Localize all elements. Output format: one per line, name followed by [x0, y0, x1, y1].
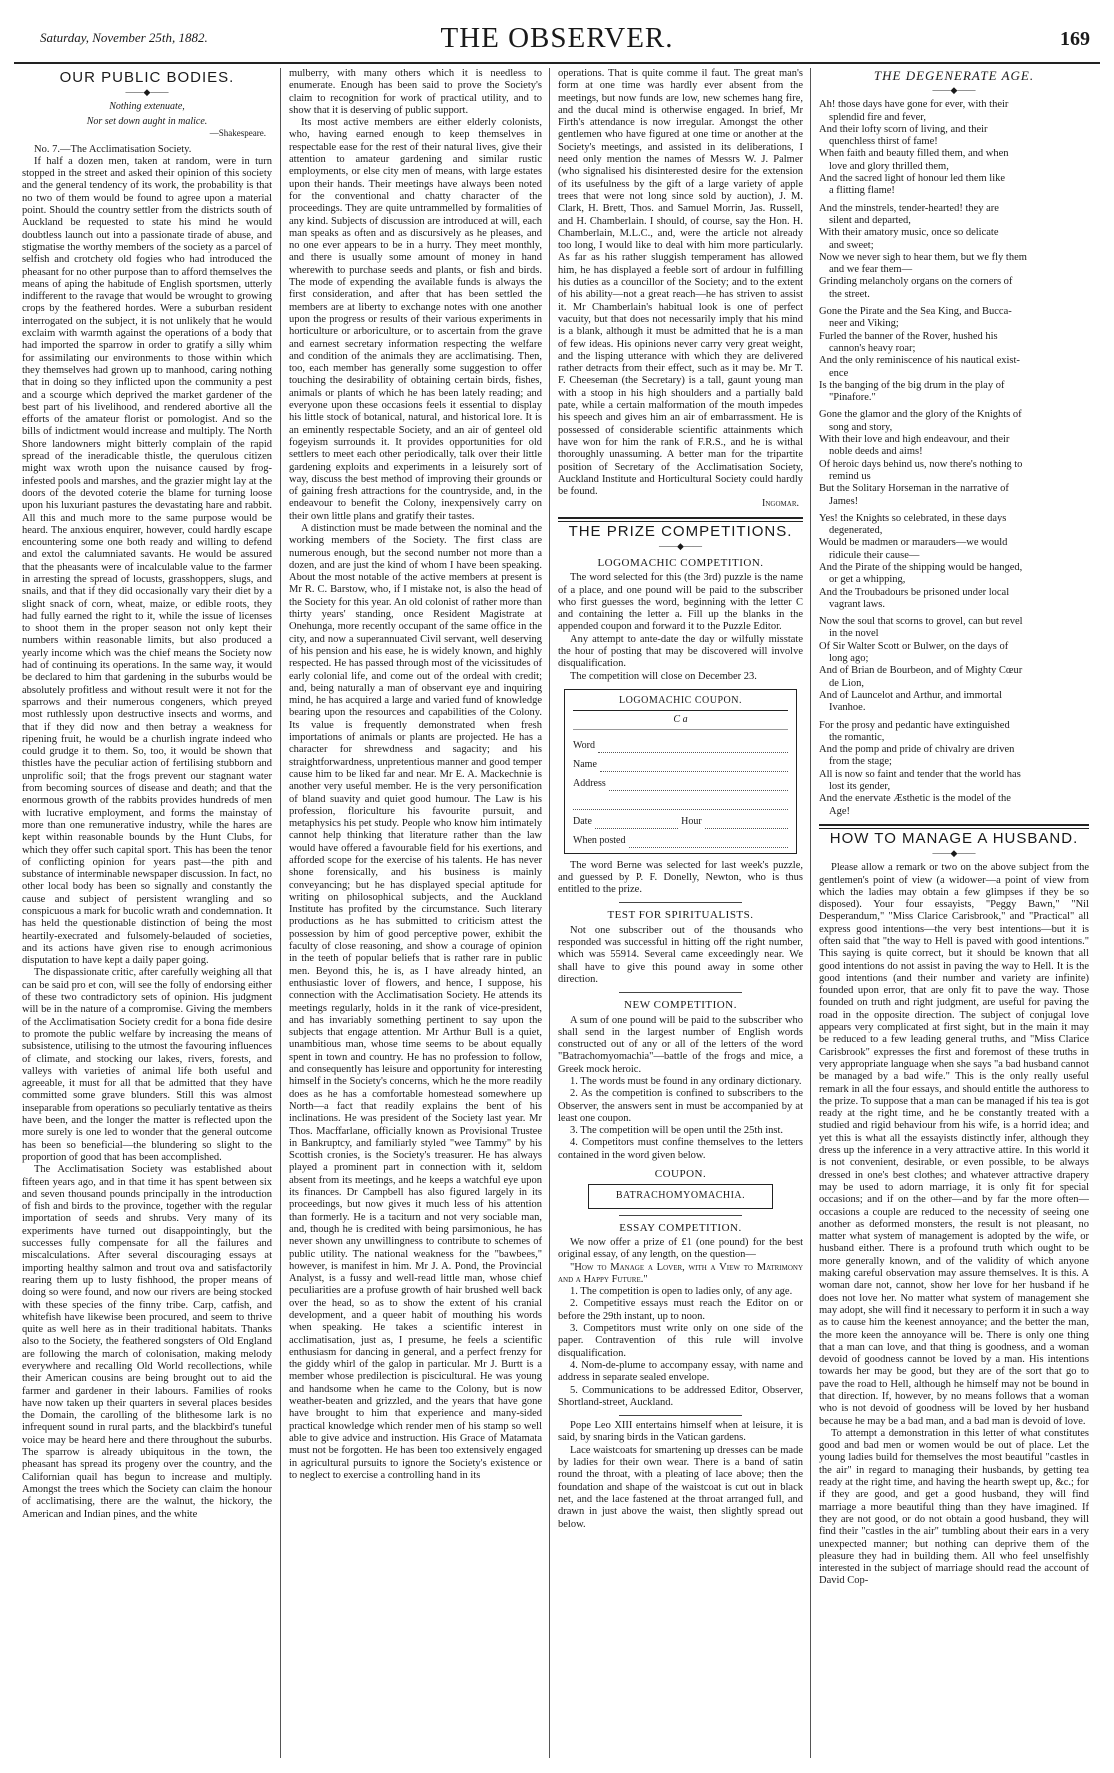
article-signoff: Ingomar.: [762, 498, 799, 510]
column-divider: [810, 68, 811, 1758]
coupon-title: LOGOMACHIC COUPON.: [573, 695, 788, 711]
poem-line: vagrant laws.: [829, 598, 885, 610]
logomachic-coupon: [564, 689, 797, 854]
competition-rule: 2. As the competition is confined to subscribers to the Observer, the answers sent in must be accompanied by at least one coupon.: [558, 1088, 803, 1124]
article-paragraph: The Acclimatisation Society was established about fifteen years ago, and in that time it has spent between six and seven thousand pounds principally in the introduction of fish and birds to the province, together with the regular importation of seeds and shrubs. Very many of its experiments have turned out disappointingly, but the successes fully compensate for all the failures and miscalculations. After several discouraging essays at importing healthy salmon and trout ova and satisfactorily rearing them up to lusty fishhood, the proper means of doing so were found, and now our rivers are being stocked with these species of the finny tribe. Carp, catfish, and whitefish have likewise been procured, and seem to thrive quite as well here as in their traditional habitats. Thanks also to the Society, the feathered songsters of Old England are following the march of colonisation, making melody everywhere and recalling Old World recollections, while their American cousins are being brought out to aid the farmer and gardener in their labours. Families of rooks have now taken up their quarters in several places besides the Domain, the carolling of the blithesome lark is no infrequent sound in rural parts, and the blackbird's tuneful voice may be heard here and there throughout the suburbs. The sparrow is already ubiquitous in the town, the pheasant has spread its progeny over the country, and the Californian quail has begun to increase and multiply. Amongst the trees which the Society can claim the honour of acclimatising, there are the walnut, the hickory, the American and Indian pines, and the white: [22, 1164, 272, 1520]
poem-line: And the Pirate of the shipping would be hanged,: [819, 561, 1023, 573]
poem-stanza: [819, 720, 1089, 818]
essay-question: "How to Manage a Lover, with a View to Matrimony and a Happy Future.": [558, 1261, 803, 1285]
poem-line: cannon's heavy roar;: [829, 342, 916, 354]
poem-degenerate-age: [819, 99, 1089, 818]
column-1: [22, 68, 272, 1758]
poem-line: But the Solitary Horseman in the narrative of: [819, 483, 1009, 495]
poem-stanza: [819, 616, 1089, 714]
poem-heading: THE DEGENERATE AGE.: [873, 68, 1035, 83]
article-paragraph: If half a dozen men, taken at random, were in turn stopped in the street and asked their opinion of this society and the general tendency of its work, the probability is that no two of them would be found to agree upon a material point. Should the country settler from the districts south of Auckland be requested to state his mind he would doubtless launch out into a passionate tirade of abuse, and stigmatise the worthy members of the society as a parcel of selfish and crotchety old fogies who had introduced the pheasant for no other purpose than to afford themselves the means of aping the habitude of English sportsmen, utterly indifferent to the ravage that would be wrought to growing crops by the feathered hordes. Were a suburban resident interrogated on the subject, it is not unlikely that he would exclaim with warmth against the operations of a body that had imported the sparrow in order to gratify a silly whim for assimilating our environments to those within which they themselves had grown up to manhood, caring nothing that in doing so they inflicted upon the community a pest and a scourge which deprived the market gardener of the best part of his livelihood, and rendered abortive all the efforts of the amateur florist or pomologist. And so the bills of indictment would increase and multiply. The North Shore landowners might bitterly complain of the rapid spread of the ineradicable thistle, the querulous citizen might wax wroth upon the nuisance caused by frog-infested pools and marshes, and the grazier might lay at the doors of the devoted coterie the blame for turning loose upon his luxuriant pastures the devastating hare and rabbit. All this and much more to the same purpose would be heard. The anxious enquirer, however, could hardly escape encountering some one both ready and willing to defend and extol the calumniated savants. He would be assured that the pheasants were of incalculable value to the farmer in arresting the spread of locusts, grasshoppers, slugs, and snails, and that if they did occasionally vary their diet by a slight snack of corn, wheat, maize, or edible roots, they had fully earned the right to it, while the issue of licenses to shoot them in the proper season not only kept their numbers within reasonable limits, but also produced a yearly income which was the chief means the Society now had of continuing its operations. In the same way, it would be declared to him that gardening in the suburbs would be absolutely profitless and without result were it not for the sparrows and their numerous congeners, which preyed most ruthlessly upon destructive insects and worms, and that if they did now and then betray a weakness for ripening fruit, he would be a churlish ingrate indeed who could grudge it to them. So, too, it would be shown that thistles have the peculiar action of fertilising stubborn and unprolific soil; that the frogs prevent our stagnant water from becoming sources of disease and death; and that the enormous growth of the rabbits provides hundreds of men with lucrative employment, and forms the mainstay of more than one remunerative industry, while the hares are kept within reasonable bounds by the Hunt Clubs, for which they offer such capital sport. This has been the tenor of conflicting opinion for years past—the pith and substance of interminable newspaper discussion. In fact, no other local body has been so signally and constantly the cause and subject of persistent wrangling and so conspicuous a mark for bucolic wrath and condemnation. It has held the questionable distinction of being the most heartily-execrated and fulsomely-belauded of societies, and its actions have given rise to enough acrimonious disputation to have kept a daily paper going.: [22, 155, 272, 967]
competition-rule: 1. The words must be found in any ordinary dictionary.: [570, 1076, 802, 1087]
poem-line: And of Launcelot and Arthur, and immortal: [819, 689, 1002, 701]
poem-line: song and story,: [829, 421, 893, 433]
masthead: [14, 22, 1100, 64]
poem-line: or get a whipping,: [829, 574, 906, 586]
poem-line: "Pinafore.": [829, 392, 876, 404]
spiritualists-heading: TEST FOR SPIRITUALISTS.: [607, 909, 754, 922]
poem-line: And the pomp and pride of chivalry are driven: [819, 744, 1015, 756]
competition-paragraph: Any attempt to ante-date the day or wilfully misstate the hour of posting that may be discovered will involve disqualification.: [558, 633, 803, 670]
column-4: [819, 68, 1089, 1758]
poem-line: remind us: [829, 470, 871, 482]
new-competition-heading: NEW COMPETITION.: [624, 999, 737, 1012]
section-rule: [619, 1215, 742, 1216]
news-note: Lace waistcoats for smartening up dresses can be made by ladies for their own wear. There is a band of satin round the throat, with a pleating of lace above; then the foundation and shape of the waistcoat is cut out in black net, and the lace fastened at the throat arranged full, and drawn in just above the waist, then slightly spread out below.: [558, 1444, 803, 1530]
poem-line: Of heroic days behind us, now there's nothing to: [819, 458, 1023, 470]
competition-paragraph: The word selected for this (the 3rd) puzzle is the name of a place, and one pound will be paid to the subscriber who first guesses the word, beginning with the letter C and containing the letter a. Fill up the blanks in the appended coupon and forward it to the Puzzle Editor.: [558, 572, 803, 633]
poem-line: the romantic,: [829, 731, 885, 743]
coupon-field-label: When posted: [573, 835, 626, 847]
coupon-field-address: [573, 772, 788, 791]
batrachomyomachia-coupon: BATRACHOMYOMACHIA.: [588, 1184, 773, 1208]
poem-line: Age!: [829, 805, 850, 817]
coupon-label: COUPON.: [654, 1168, 707, 1181]
poem-stanza: [819, 99, 1089, 197]
poem-line: Now we never sigh to hear them, but we fly them: [819, 251, 1027, 263]
poem-line: Ivanhoe.: [829, 702, 866, 714]
poem-line: And the sacred light of honour led them like: [819, 173, 1006, 185]
ornament-divider: ——◆——: [125, 87, 169, 98]
poem-line: long ago;: [829, 653, 869, 665]
section-rule: [819, 824, 1089, 829]
poem-line: Gone the Pirate and the Sea King, and Bucca-: [819, 306, 1012, 318]
poem-line: a flitting flame!: [829, 185, 895, 197]
competition-rule: 4. Nom-de-plume to accompany essay, with name and address in separate sealed envelope.: [558, 1359, 803, 1384]
poem-line: noble deeds and aims!: [829, 446, 923, 458]
poem-line: Furled the banner of the Rover, hushed his: [819, 330, 998, 342]
section-heading-prize-competitions: THE PRIZE COMPETITIONS.: [568, 522, 793, 540]
poem-line: and we fear them—: [829, 264, 913, 276]
competition-paragraph: A sum of one pound will be paid to the subscriber who shall send in the largest number of English words constructed out of any or all of the letters of the word "Batrachomyomachia"—battle of the frogs and mice, a Greek mock heroic.: [558, 1014, 803, 1075]
poem-line: the street.: [829, 288, 870, 300]
epigraph-line: Nor set down aught in malice.: [86, 116, 208, 128]
coupon-field-label: Name: [573, 759, 597, 771]
poem-line: Now the soul that scorns to grovel, can but revel: [819, 616, 1023, 628]
section-rule: [619, 902, 742, 903]
poem-line: neer and Viking;: [829, 318, 899, 330]
poem-line: degenerated,: [829, 525, 883, 537]
poem-line: quenchless thirst of fame!: [829, 136, 938, 148]
poem-line: All is now so faint and tender that the world has: [819, 768, 1021, 780]
poem-line: ridicule their cause—: [829, 549, 920, 561]
section-rule: [619, 1415, 742, 1416]
column-2: [289, 68, 542, 1758]
poem-line: And the enervate Æsthetic is the model of the: [819, 793, 1011, 805]
competition-rule: 3. The competition will be open until the 25th inst.: [570, 1125, 783, 1137]
newspaper-title: THE OBSERVER.: [440, 22, 674, 54]
poem-line: in the novel: [829, 628, 879, 640]
poem-line: and sweet;: [829, 239, 874, 251]
coupon-blank: [598, 743, 788, 753]
poem-line: ence: [829, 367, 849, 379]
column-divider: [549, 68, 550, 1758]
poem-line: With their amatory music, once so delicate: [819, 227, 999, 239]
poem-line: James!: [829, 495, 859, 507]
coupon-blank: [600, 762, 788, 772]
poem-line: lost its gender,: [829, 781, 891, 793]
column-3: [558, 68, 803, 1758]
poem-stanza: [819, 409, 1089, 507]
news-note: Pope Leo XIII entertains himself when at leisure, it is said, by snaring birds in the Vatican gardens.: [558, 1420, 803, 1444]
coupon-field-label: Word: [573, 740, 595, 752]
competition-paragraph: Not one subscriber out of the thousands who responded was successful in hitting off the right number, which was 55914. Several came exceedingly near. We shall have to give this pound away in some other direction.: [558, 924, 803, 985]
poem-line: With their love and high endeavour, and their: [819, 434, 1010, 446]
coupon-blank: [573, 800, 788, 810]
poem-line: Yes! the Knights so celebrated, in these days: [819, 512, 1007, 524]
competition-paragraph: The competition will close on December 23.: [570, 670, 757, 682]
coupon-field-label: Date: [573, 816, 592, 828]
competition-rule: 4. Competitors must confine themselves to the letters contained in the word given below.: [558, 1137, 803, 1161]
article-heading-manage-husband: HOW TO MANAGE A HUSBAND.: [829, 829, 1079, 847]
poem-line: from the stage;: [829, 756, 892, 768]
epigraph-author: —Shakespeare.: [209, 128, 266, 139]
coupon-blank: [705, 819, 788, 829]
poem-line: And the only reminiscence of his nautical exist-: [819, 355, 1020, 367]
poem-line: And the minstrels, tender-hearted! they are: [819, 202, 999, 214]
poem-line: And the Troubadours be prisoned under local: [819, 586, 1010, 598]
article-paragraph: operations. That is quite comme il faut. The great man's form at one time was hardly ever absent from the meetings, but now funds are low, new schemes hang fire, and the ducal mind is otherwise engaged. In brief, Mr Firth's attendance is now irregular. Amongst the other gentlemen who have figured at one time or another at the Society's meetings, and assisted in its deliberations, I need only mention the names of Messrs W. J. Palmer (who signalised his disinterested desire for the extension of its usefulness by the gift of a large variety of apple trees that were not long since sold by auction), J. M. Clark, H. Brett, Thos. and Samuel Morrin, Jas. Russell, and H. Chamberlain. I should, of course, say the Hon. H. Chamberlain, M.L.C., and, were the article not already too long, I would like to deal with him more particularly. As far as his rather sluggish temperament has allowed him, he has displayed a feeble sort of ardour in fulfilling his duties as a councillor of the Society; and to the extent of his ability—not a great reach—he has striven to assist it. Mr Chamberlain's habitual look is one of perfect vacuity, but that does not necessarily imply that his mind is a blank, although it must be admitted that he is a man of few ideas. His opinions never carry very great weight, and the lisping utterance with which they are delivered rather detracts from their effect, such as it may be. Mr T. F. Cheeseman (the Secretary) is a tall, gaunt young man with a stoop in his high shoulders and a partially bald pate, while a certain malformation of the mouth impedes his speech and gives him an air of embarrassment. He is possessed of considerable scientific attainments which have won for him the rank of F.R.S., and he is withal thoroughly unassuming. A better man for the tripartite position of Secretary of the Acclimatisation Society, Auckland Institute and Horticultural Society could hardly be found.: [558, 68, 803, 498]
coupon-field-label: Hour: [681, 816, 702, 828]
ornament-divider: ——◆——: [932, 848, 976, 859]
issue-date: Saturday, November 25th, 1882.: [40, 30, 208, 45]
poem-line: Of Sir Walter Scott or Bulwer, on the days of: [819, 640, 1009, 652]
coupon-blank: [629, 838, 789, 848]
coupon-field-label: Address: [573, 778, 606, 790]
article-paragraph: mulberry, with many others which it is needless to enumerate. Enough has been said to prove the Society's claim to recognition for work of practical utility, and to show that it is deserving of public support.: [289, 68, 542, 116]
article-paragraph: A distinction must be made between the nominal and the working members of the Society. The first class are numerous enough, but the second number not more than a dozen, and are just the kind of whom I have been speaking. About the most notable of the active members at present is Mr R. C. Barstow, who, if I mistake not, is also the head of the Society for this year. An old colonist of rather more than thirty years' standing, once Resident Magistrate at Onehunga, more recently occupant of the same office in the city, and now a superannuated Civil servant, well deserving of his pension and his ease, he is widely known, and highly respected. He has passed through most of the vicissitudes of early colonial life, and come out of the ordeal with credit; and, being naturally a man of observant eye and inquiring mind, he has acquired a large and varied fund of knowledge bearing upon the resources and capabilities of the Colony. Its value is frequently demonstrated when fresh importations of animals or plants are projected. He has a character for shrewdness and sagacity; and his straightforwardness, unpretentious manner and good temper cause him to be liked far and near. Mr E. A. Mackechnie is another very useful member. He is the very personification of bland suavity and quiet good humour. The Law is his profession, floriculture his favourite pursuit, and metaphysics his pet study. People who know him intimately cannot help thinking that literature rather than the law would have offered a favourable field for his exertions, and afforded scope for the exercise of his talents. He has never shone forensically, and his business is mainly conveyancing; but he has displayed special aptitude for writing on philosophical subjects, and the Auckland Institute has profited by the circumstance. Such literary productions as he has submitted to criticism attest the possession by him of good perceptive power, exhibit the faculty of close reasoning, and show a courage of opinion in the teeth of popular beliefs that is rather rare in public men. Beyond this, he is, as I have already hinted, an enthusiastic lover of flowers, and hence, I suppose, his connection with the Acclimatisation Society. He attends its meetings regularly, holds in it the rank of vice-president, and has invariably something pertinent to say upon the subjects that engage attention. Mr Arthur Bull is a quiet, unambitious man, whose time seems to be about equally spent in town and country. He has no profession to follow, and consequently has leisure and opportunity for interesting himself in the Society's concerns, which he the more readily does as he has a comfortable homestead somewhere up North—a fact that readily explains the bent of his inclinations. He was president of the Society last year. Mr Thos. Macffarlane, officially known as Provisional Trustee in Bankruptcy, and familiarly styled "wee Tammy" by his Scottish cronies, is the Society's treasurer. He has always played a prominent part in connection with it, seldom absent from its meetings, and he keeps a watchful eye upon its finances. Dr Campbell has also figured largely in its proceedings, but now gives it much less of his attention than formerly. He is a taciturn and not very sociable man, and, though he is credited with being parsimonious, he has never shown any unwillingness to contribute to schemes of public utility. The national weakness for the "bawbees," however, is manifest in him. Mr J. A. Pond, the Provincial Analyst, is a fussy and well-read little man, whose chief peculiarities are a profuse growth of hair brushed well back over the head, so as to show the extent of his cranial development, and a queer habit of mouthing his words when speaking. He takes a scientific interest in acclimatisation, just as, I presume, he feels a scientific enthusiasm for dancing in general, and a perfect frenzy for the giddy whirl of the galop in particular. Mr J. Burtt is a member whose predilection is piscicultural. He was young and handsome when he came to the Colony, but is now weather-beaten and grizzled, and the years that have gone have brought to him that experience and many-sided practical knowledge which render men of his stamp so well able to give advice and instruction. His Grace of Matamata must not be forgotten. He has been too extensively engaged in agricultural pursuits to ignore the Society's existence or to neglect to exercise a controlling hand in its: [289, 522, 542, 1481]
article-paragraph: The dispassionate critic, after carefully weighing all that can be said pro et con, will see the folly of endorsing either of these two contradictory sets of opinion. His judgment will be in the nature of a compromise. Giving the members of the Acclimatisation Society credit for a bona fide desire to promote the public welfare by increasing the means of subsistence, utilising to the utmost the favouring influences of climate, and stocking our lakes, rivers, forests, and valleys with varieties of animal life both useful and agreeable, it must for all that be admitted that they have committed some grave blunders. Still this was almost inseparable from operations so peculiarly tentative as theirs have been, and the longer the matter is reflected upon the more surely is one led to wonder that the general outcome has been so beneficial—the blundering so slight to the proportion of good that has been accomplished.: [22, 967, 272, 1163]
article-paragraph: Its most active members are either elderly colonists, who, having earned enough to keep themselves in respectable ease for the rest of their natural lives, give their attention to amateur gardening and similar rustic employments, or else city men of means, with large estates upon their hands. Their meetings have always been noted for the conventional and chatty character of the proceedings. They are quite untrammelled by formalities of any kind. Subjects of discussion are introduced at will, each man speaks as often and as discursively as he pleases, and no one ever appears to be in a hurry. They meet monthly, and there is usually some amount of money in hand wherewith to purchase seeds and plants, or fish and birds. The mode of expending the available funds is always the first consideration, and after that has been settled the members are at liberty to exchange notes with one another upon the progress or results of their various experiments in horticulture or arboriculture, or to ascertain from the grave and earnest secretary information respecting the welfare and condition of the animals they are acclimatising. Then, too, each member has generally some suggestion to offer touching the desirability of obtaining certain birds, fishes, animals or plants of which he has been lately reading; and everyone upon these occasions feels it essential to display his little stock of botanical, natural, and historical lore. It is an eminently respectable Society, and an air of genteel old fogeyism surrounds it. It provides opportunities for old settlers to meet each other periodically, talk over their little gardening exploits and experiments in a leisurely sort of way, discuss the best method of improving their grounds or of gaining fresh attractions for the countryside, and, in the endeavour to benefit the Colony, inexpensively carry on their own little plans and gratify their tastes.: [289, 117, 542, 522]
article-paragraph: Please allow a remark or two on the above subject from the gentlemen's point of view (a widower—a point of view from which the ladies may obtain a few glimpses if they be so disposed). Your four essayists, "Peggy Bawn," "Nil Desperandum," "Miss Clarice Carisbrook," and "Practical" all express good intentions—the very best intentions—but it is often said that "the way to Hell is paved with good intentions." This saying is quite correct, but it should be known that all good intentions do not assist in paving the way to Hell. It is the good intentions (and their number and variety are infinite) founded upon error, that are only fit to pave the way. Those founded on truth and right judgment, are useful for paving the road in the opposite direction. The subject of conjugal love appears very complicated at first sight, but in the main it may be reduced to a few leading general truths, and "Miss Clarice Carisbrook" expresses the first and foremost of these truths in very appropriate language when she says "a bad husband cannot be managed by a bad wife." This is the only really useful remark in all the four essays, and should entitle the authoress to the prize. To suppose that a man can be managed if his tea is got ready at the right time, and he be constantly treated with a studied and rigid behaviour from his wife, is a horrid idea; and yet this is what all the essayists distinctly infer, although they dress up the inference in a very attractive attire. In this world it is not convenient, desirable, or even possible, to be always dressed in one's best clothes; and whatever attractive drapery may be used to adorn marriage, it is only fit for special occasions; and if on the other—and by far the more often—occasions a couple are reduced to the necessity of seeing one another as deformed monsters, the result is not pleasant, no matter what system of management is adopted by the wife, or husband either. There is a profound truth which ought to be more generally known, and of the validity of which anyone making careful observation may assure themselves. It is this. A woman dare not, cannot, show her love for her husband if he does not love her. No matter what system of management she may adopt, she will find it necessary to perform it in such a way as to cause him the keenest annoyance; and the better the man, the more keen the annoyance will be. There is only one thing that a man can love, and that thing is goodness, and a woman devoid of goodness cannot be loved by a man. His intentions towards her may be good, but they are of the sort that go to pave the road to Hell, although he himself may not be bound in that direction. If, however, by no means follows that a woman who is not devoid of goodness will be loved by her husband because he may be a bad man, and a bad man is devoid of love.: [819, 862, 1089, 1427]
competition-rule: 5. Communications to be addressed Editor, Observer, Shortland-street, Auckland.: [558, 1384, 803, 1408]
competition-result: The word Berne was selected for last week's puzzle, and guessed by P. F. Donelly, Newton, who is thus entitled to the prize.: [558, 859, 803, 896]
competition-rule: 2. Competitive essays must reach the Editor on or before the 29th instant, up to noon.: [558, 1298, 803, 1322]
article-paragraph: To attempt a demonstration in this letter of what constitutes good and bad men or women would be out of place. Let the young ladies build for themselves the most beautiful "castles in the air" in regard to managing their husbands, by getting tea ready at the right time, and having the hearth swept up, &c.; for if they are good, and get a good husband, they will find marriage a more beautiful thing than they have imagined. If they are not good, or do not obtain a good husband, they will find their "castles in the air" tumbling about their ears in a very unexpected manner; but nothing can deprive them of the pleasure they had in building them. All who feel unselfishly interested in the subject of marriage should read the account of David Cop-: [819, 1427, 1089, 1587]
competition-rule: 3. Competitors must write only on one side of the paper. Contravention of this rule will involve disqualification.: [558, 1323, 803, 1359]
poem-line: Gone the glamor and the glory of the Knights of: [819, 409, 1022, 421]
poem-line: Grinding melancholy organs on the corners of: [819, 276, 1013, 288]
competition-paragraph: We now offer a prize of £1 (one pound) for the best original essay, of any length, on the question—: [558, 1236, 803, 1261]
ornament-divider: ——◆——: [659, 540, 702, 551]
poem-line: silent and departed,: [829, 214, 911, 226]
poem-stanza: [819, 306, 1089, 404]
ornament-divider: ——◆——: [932, 85, 976, 96]
poem-line: love and glory thrilled them,: [829, 160, 949, 172]
coupon-field-date-hour: [573, 810, 788, 829]
poem-stanza: [819, 513, 1089, 611]
coupon-field-posted: [573, 829, 788, 848]
coupon-field-name: [573, 753, 788, 772]
poem-line: Ah! those days have gone for ever, with their: [819, 99, 1009, 111]
coupon-letters: C a: [573, 714, 788, 729]
coupon-blank: [609, 781, 788, 791]
section-rule: [558, 517, 803, 522]
poem-stanza: [819, 203, 1089, 301]
page-number: 169: [1060, 28, 1090, 50]
logomachic-heading: LOGOMACHIC COMPETITION.: [597, 556, 764, 569]
poem-line: When faith and beauty filled them, and when: [819, 148, 1009, 160]
poem-line: de Lion,: [829, 677, 864, 689]
essay-heading: ESSAY COMPETITION.: [619, 1221, 742, 1234]
article-paragraph: No. 7.—The Acclimatisation Society.: [34, 143, 192, 155]
poem-line: And of Brian de Bourbeon, and of Mighty Cœur: [819, 665, 1023, 677]
poem-line: And their lofty scorn of living, and their: [819, 123, 988, 135]
coupon-field-address-2: [573, 791, 788, 810]
poem-line: Would be madmen or marauders—we would: [819, 537, 1008, 549]
poem-line: splendid fire and fever,: [829, 111, 926, 123]
competition-rule: 1. The competition is open to ladies only, of any age.: [570, 1286, 793, 1298]
poem-line: Is the banging of the big drum in the play of: [819, 379, 1005, 391]
coupon-field-word: [573, 734, 788, 753]
article-heading-public-bodies: OUR PUBLIC BODIES.: [59, 69, 235, 86]
epigraph-line: Nothing extenuate,: [109, 101, 185, 113]
poem-line: For the prosy and pedantic have extinguished: [819, 719, 1010, 731]
column-divider: [280, 68, 281, 1758]
section-rule: [619, 992, 742, 993]
coupon-blank: [595, 819, 678, 829]
